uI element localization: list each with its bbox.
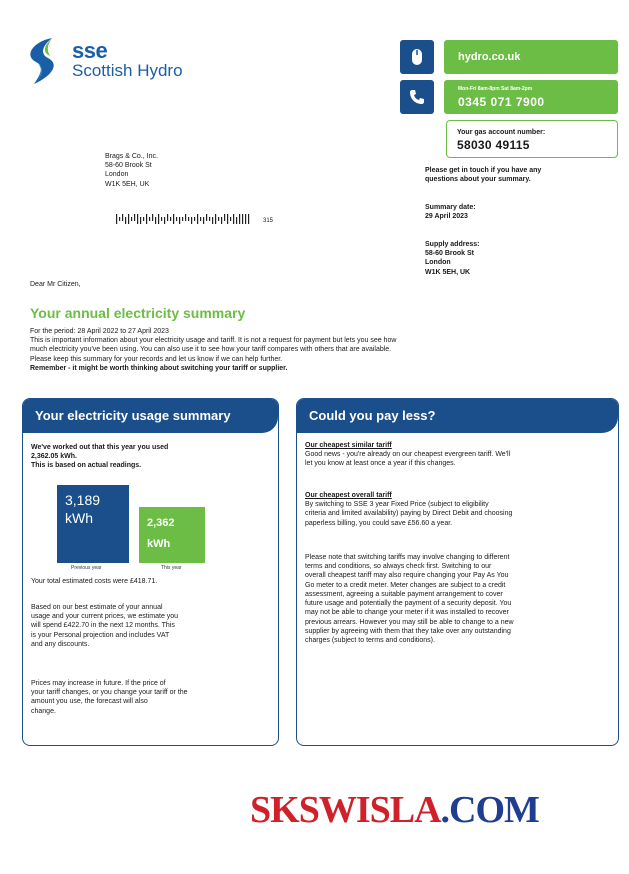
phone-number[interactable]: 0345 071 7900 — [458, 95, 545, 109]
watermark-part: .COM — [440, 789, 539, 831]
overall-tariff-section — [305, 491, 610, 528]
total-costs: Your total estimated costs were £418.71. — [31, 578, 158, 585]
phone-contact — [400, 80, 618, 114]
estimate-line: will spend £422.70 in the next 12 months. This — [31, 622, 175, 630]
sse-logo-icon — [22, 36, 68, 86]
recipient-address — [105, 152, 158, 189]
note-line: previous arrears. However you may still be able to change to a new — [305, 618, 514, 626]
account-number: 58030 49115 — [457, 138, 530, 153]
similar-tariff-section — [305, 441, 610, 469]
intro-line: This is important information about your electricity usage and tariff. It is not a request for payment but lets you see how — [30, 337, 397, 345]
similar-tariff-heading: Our cheapest similar tariff — [305, 442, 392, 449]
note-line: may not be able to change your meter if it was installed to recover — [305, 609, 509, 617]
note-line: Go meter to a credit meter. Meter changes are subject to a credit — [305, 581, 506, 589]
estimate-paragraph — [31, 603, 271, 649]
supply-address-line: W1K 5EH, UK — [425, 268, 471, 276]
usage-lead — [31, 443, 168, 471]
supply-address-label: Supply address: — [425, 241, 480, 248]
estimate-line: usage and your current prices, we estimate you — [31, 613, 179, 621]
prices-line: your tariff changes, or you change your tariff or the — [31, 689, 188, 697]
account-number-box — [446, 120, 618, 158]
prices-line: change. — [31, 707, 56, 715]
get-in-touch-note — [425, 166, 541, 184]
previous-year-caption: Previous year — [71, 565, 102, 571]
intro-line: much electricity you've been using. You can also use it to see how your tariff compares with others that are available. — [30, 346, 392, 354]
barcode-number: 315 — [263, 218, 274, 224]
overall-tariff-heading: Our cheapest overall tariff — [305, 492, 392, 499]
usage-lead-line: 2,362.05 kWh. — [31, 453, 77, 461]
brand-logo — [22, 36, 212, 90]
phone-icon — [400, 80, 434, 114]
this-year-value: 2,362 — [147, 517, 175, 529]
note-line: overall cheapest tariff may also require changing your Pay As You — [305, 572, 509, 580]
overall-tariff-line: criteria and limited availability) paying by Direct Debit and choosing — [305, 510, 513, 518]
pay-less-heading: Could you pay less? — [297, 399, 618, 433]
brand-short: sse — [72, 38, 108, 63]
overall-tariff-line: paperless billing, you could save £56.60 a year. — [305, 519, 453, 527]
phone-box — [444, 80, 618, 114]
postal-barcode — [116, 214, 256, 224]
supply-address-line: 58-60 Brook St — [425, 250, 475, 258]
summary-date-label: Summary date: — [425, 204, 476, 211]
note-line: future usage and potentially the payment of a security deposit. You — [305, 600, 512, 608]
summary-date-value: 29 April 2023 — [425, 213, 468, 221]
note-line: charges (subject to terms and conditions). — [305, 637, 435, 645]
overall-tariff-line: By switching to SSE 3 year Fixed Price (subject to eligibility — [305, 501, 489, 509]
usage-lead-line: This is based on actual readings. — [31, 462, 142, 470]
estimate-line: is your Personal projection and includes VAT — [31, 631, 170, 639]
previous-year-value: 3,189 — [65, 492, 101, 508]
pay-less-panel — [296, 398, 619, 746]
summary-date — [425, 203, 476, 221]
get-in-touch-line: questions about your summary. — [425, 176, 531, 184]
website-link[interactable] — [444, 40, 618, 74]
address-line: W1K 5EH, UK — [105, 180, 150, 188]
intro-text — [30, 327, 540, 373]
supply-address — [425, 240, 479, 277]
supply-address-line: London — [425, 259, 451, 267]
usage-summary-heading: Your electricity usage summary — [23, 399, 278, 433]
address-line: London — [105, 171, 129, 179]
usage-lead-line: We've worked out that this year you used — [31, 444, 169, 451]
page-title: Your annual electricity summary — [30, 305, 246, 321]
this-year-caption: This year — [161, 565, 182, 571]
intro-period: For the period: 28 April 2022 to 27 April 2023 — [30, 328, 169, 335]
intro-remember: Remember - it might be worth thinking about switching your tariff or supplier. — [30, 364, 288, 372]
intro-line: Please keep this summary for your records and let us know if we can help further. — [30, 355, 283, 363]
prices-line: Prices may increase in future. If the price of — [31, 680, 166, 687]
prices-line: amount you use, the forecast will also — [31, 698, 148, 706]
previous-year-bar — [57, 485, 129, 563]
get-in-touch-line: Please get in touch if you have any — [425, 167, 542, 174]
address-line: Brags & Co., Inc. — [105, 153, 158, 160]
watermark-part: SKSWISLA — [250, 789, 441, 831]
opening-hours: Mon-Fri 8am-8pm Sat 8am-2pm — [458, 86, 533, 92]
brand-name: Scottish Hydro — [72, 61, 183, 80]
mouse-icon — [400, 40, 434, 74]
note-line: terms and conditions, so always check first. Switching to our — [305, 563, 492, 571]
address-line: 58-60 Brook St — [105, 162, 152, 170]
note-line: supplier by agreeing with them that they take over any outstanding — [305, 627, 511, 635]
previous-year-unit: kWh — [65, 510, 93, 527]
this-year-unit: kWh — [147, 537, 171, 550]
this-year-bar — [139, 507, 205, 563]
prices-paragraph — [31, 679, 271, 716]
similar-tariff-line: Good news - you're already on our cheapest evergreen tariff. We'll — [305, 451, 511, 459]
watermark — [250, 785, 539, 835]
greeting: Dear Mr Citizen, — [30, 281, 81, 288]
note-line: Please note that switching tariffs may involve changing to different — [305, 554, 510, 561]
usage-summary-panel — [22, 398, 279, 746]
switching-note — [305, 553, 610, 645]
website-contact — [400, 40, 618, 74]
estimate-line: and any discounts. — [31, 640, 90, 648]
website-text[interactable]: hydro.co.uk — [458, 51, 521, 63]
estimate-line: Based on our best estimate of your annual — [31, 604, 163, 611]
similar-tariff-line: let you know at least once a year if this changes. — [305, 460, 456, 468]
note-line: assessment, agreeing a suitable payment arrangement to cover — [305, 590, 503, 598]
account-label: Your gas account number: — [457, 129, 546, 136]
